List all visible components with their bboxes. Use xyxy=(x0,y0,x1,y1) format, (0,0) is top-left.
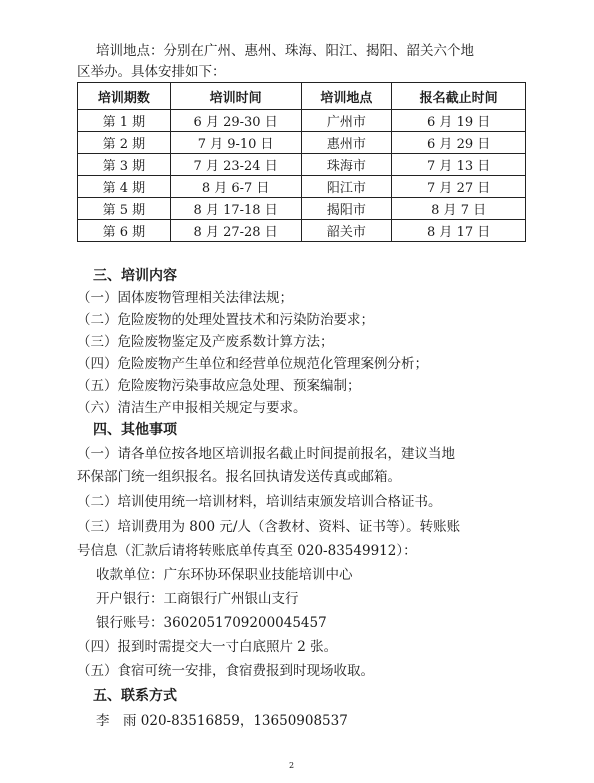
cell-time: 7 月 9-10 日 xyxy=(170,132,301,154)
cell-deadline: 7 月 27 日 xyxy=(392,176,526,198)
cell-session: 第 4 期 xyxy=(78,176,171,198)
header-time: 培训时间 xyxy=(170,83,301,110)
section-4-item-4: （四）报到时需提交大一寸白底照片 2 张。 xyxy=(77,639,338,655)
section-4-title: 四、其他事项 xyxy=(93,422,177,438)
cell-session: 第 1 期 xyxy=(78,110,171,132)
account-line: 银行账号：3602051709200045457 xyxy=(96,615,327,631)
table-row xyxy=(78,198,526,220)
section-4-item-5: （五）食宿可统一安排，食宿费报到时现场收取。 xyxy=(77,663,374,679)
section-3-title: 三、培训内容 xyxy=(93,268,177,284)
section-3-item: （一）固体废物管理相关法律法规； xyxy=(77,290,293,306)
payee-line: 收款单位：广东环协环保职业技能培训中心 xyxy=(96,567,353,583)
cell-deadline: 6 月 29 日 xyxy=(392,132,526,154)
section-4-item-1-line-1: （一）请各单位按各地区培训报名截止时间提前报名，建议当地 xyxy=(77,446,455,462)
section-4-item-3-line-1: （三）培训费用为 800 元/人（含教材、资料、证书等）。转账账 xyxy=(77,519,461,535)
cell-deadline: 8 月 17 日 xyxy=(392,220,526,242)
section-3-item: （二）危险废物的处理处置技术和污染防治要求； xyxy=(77,312,374,328)
cell-deadline: 6 月 19 日 xyxy=(392,110,526,132)
cell-time: 8 月 17-18 日 xyxy=(170,198,301,220)
section-3-item: （四）危险废物产生单位和经营单位规范化管理案例分析； xyxy=(77,356,428,372)
section-3-item: （六）清洁生产申报相关规定与要求。 xyxy=(77,400,307,416)
table-row xyxy=(78,220,526,242)
cell-session: 第 3 期 xyxy=(78,154,171,176)
cell-location: 惠州市 xyxy=(301,132,392,154)
contact-line: 李 雨 020-83516859，13650908537 xyxy=(96,713,348,729)
intro-line-2: 区举办。具体安排如下： xyxy=(77,64,226,80)
schedule-table xyxy=(77,82,526,242)
bank-line: 开户银行：工商银行广州银山支行 xyxy=(96,591,299,607)
cell-location: 广州市 xyxy=(301,110,392,132)
page-number: 2 xyxy=(289,761,295,770)
header-deadline: 报名截止时间 xyxy=(392,83,526,110)
cell-time: 8 月 27-28 日 xyxy=(170,220,301,242)
header-location: 培训地点 xyxy=(301,83,392,110)
table-header-row xyxy=(78,83,526,110)
table-row xyxy=(78,176,526,198)
table-row xyxy=(78,110,526,132)
table-row xyxy=(78,154,526,176)
cell-session: 第 6 期 xyxy=(78,220,171,242)
cell-time: 8 月 6-7 日 xyxy=(170,176,301,198)
cell-location: 阳江市 xyxy=(301,176,392,198)
section-5-title: 五、联系方式 xyxy=(93,688,177,704)
cell-time: 7 月 23-24 日 xyxy=(170,154,301,176)
cell-deadline: 7 月 13 日 xyxy=(392,154,526,176)
cell-session: 第 5 期 xyxy=(78,198,171,220)
cell-location: 揭阳市 xyxy=(301,198,392,220)
section-4-item-2: （二）培训使用统一培训材料，培训结束颁发培训合格证书。 xyxy=(77,494,442,510)
cell-location: 韶关市 xyxy=(301,220,392,242)
intro-line-1: 培训地点：分别在广州、惠州、珠海、阳江、揭阳、韶关六个地 xyxy=(96,43,474,59)
table-row xyxy=(78,132,526,154)
cell-time: 6 月 29-30 日 xyxy=(170,110,301,132)
header-session: 培训期数 xyxy=(78,83,171,110)
cell-deadline: 8 月 7 日 xyxy=(392,198,526,220)
cell-location: 珠海市 xyxy=(301,154,392,176)
section-4-item-3-line-2: 号信息（汇款后请将转账底单传真至 020-83549912）： xyxy=(77,543,417,559)
section-4-item-1-line-2: 环保部门统一组织报名。报名回执请发送传真或邮箱。 xyxy=(77,469,401,485)
section-3-item: （三）危险废物鉴定及产废系数计算方法； xyxy=(77,334,334,350)
section-3-item: （五）危险废物污染事故应急处理、预案编制； xyxy=(77,378,361,394)
cell-session: 第 2 期 xyxy=(78,132,171,154)
